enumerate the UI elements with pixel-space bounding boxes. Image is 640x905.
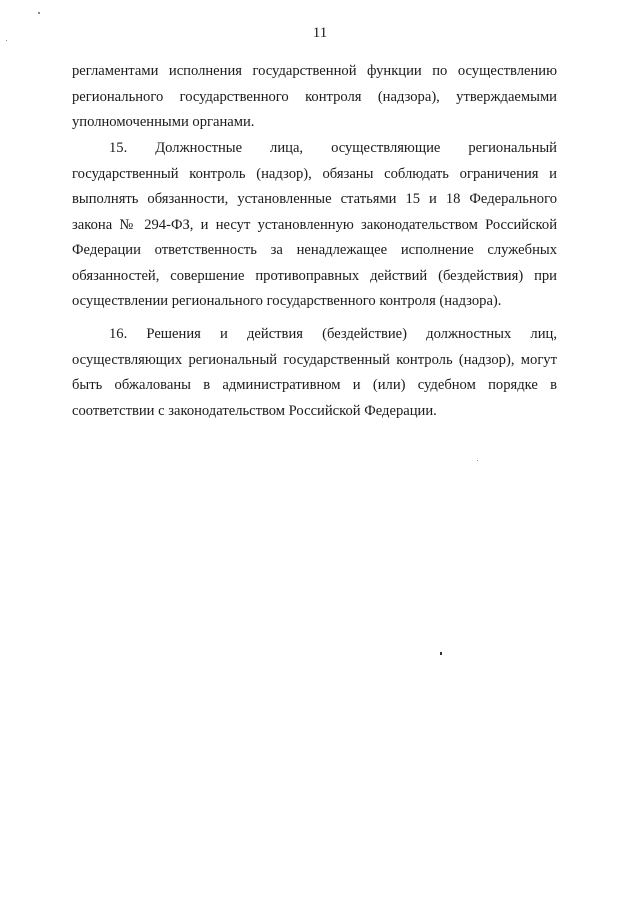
scan-speck (38, 12, 40, 14)
page-number: 11 (312, 25, 328, 41)
scan-speck (440, 652, 442, 655)
paragraph-item-16: 16. Решения и действия (бездействие) должностных лиц, осуществляющих региональный государственный контроль (надзор), могут быть обжалованы в административном и (или) судебном порядке в соответствии с законодательством Российской Федерации. (72, 326, 557, 419)
paragraph-continuation: регламентами исполнения государственной функции по осуществлению регионального государственного контроля (надзора), утверждаемыми уполномоченными органами. (72, 63, 557, 130)
paragraph-item-15: 15. Должностные лица, осуществляющие региональный государственный контроль (надзор), обязаны соблюдать ограничения и выполнять обязанности, установленные статьями 15 и 18 Федерального закона № 294-ФЗ, и несут установленную законодательством Российской Федерации ответственность за ненадлежащее исполнение служебных обязанностей, совершение противоправных действий (бездействия) при осуществлении регионального государственного контроля (надзора). (72, 140, 557, 309)
scan-speck (6, 40, 7, 41)
scan-speck (477, 460, 478, 461)
